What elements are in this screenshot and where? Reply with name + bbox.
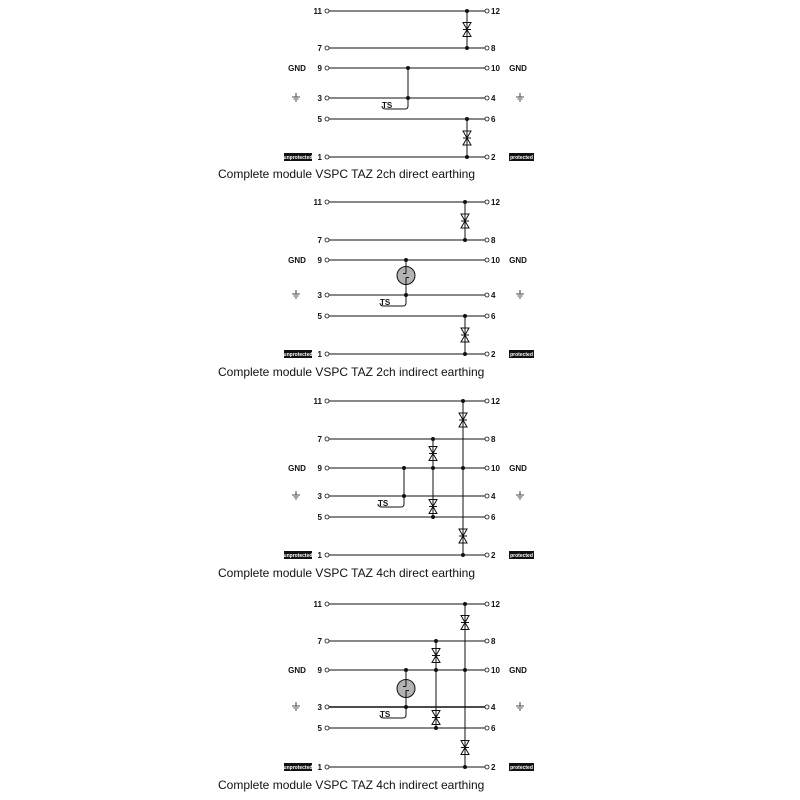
pin-right-2: 2 [491, 551, 496, 560]
junction-dot [431, 515, 435, 519]
ts-label: TS [378, 499, 389, 508]
unprotected-tag: unprotected [283, 553, 313, 559]
junction-dot [431, 466, 435, 470]
pin-left-5: 5 [317, 724, 322, 733]
pin-right-12: 12 [491, 397, 500, 406]
pin-left-5: 5 [317, 513, 322, 522]
junction-dot [463, 765, 467, 769]
junction-dot [461, 399, 465, 403]
junction-dot [404, 668, 408, 672]
terminal [325, 639, 329, 643]
pin-left-7: 7 [317, 44, 322, 53]
pin-left-3: 3 [317, 492, 322, 501]
pin-right-6: 6 [491, 312, 496, 321]
pin-left-9: 9 [317, 256, 322, 265]
protected-tag: protected [510, 155, 533, 161]
earth-icon [292, 290, 300, 298]
gnd-label-left: GND [288, 256, 306, 265]
pin-right-6: 6 [491, 115, 496, 124]
terminal [485, 437, 489, 441]
terminal [485, 9, 489, 13]
junction-dot [461, 466, 465, 470]
module-caption: Complete module VSPC TAZ 2ch indirect earthing [218, 365, 485, 379]
unprotected-tag: unprotected [283, 155, 313, 161]
terminal [325, 238, 329, 242]
pin-right-4: 4 [491, 492, 496, 501]
terminal [485, 155, 489, 159]
terminal [485, 314, 489, 318]
terminal [485, 352, 489, 356]
pin-right-10: 10 [491, 64, 500, 73]
pin-left-1: 1 [317, 153, 322, 162]
pin-left-5: 5 [317, 312, 322, 321]
gnd-label-left: GND [288, 666, 306, 675]
pin-left-9: 9 [317, 464, 322, 473]
pin-right-8: 8 [491, 435, 496, 444]
terminal [485, 602, 489, 606]
terminal [325, 602, 329, 606]
terminal [325, 258, 329, 262]
terminal [485, 705, 489, 709]
earth-icon [516, 491, 524, 499]
terminal [485, 466, 489, 470]
pin-left-11: 11 [313, 397, 322, 406]
terminal [485, 494, 489, 498]
junction-dot [463, 314, 467, 318]
ts-label: TS [380, 710, 391, 719]
junction-dot [402, 466, 406, 470]
pin-right-12: 12 [491, 600, 500, 609]
junction-dot [465, 155, 469, 159]
junction-dot [434, 639, 438, 643]
pin-right-6: 6 [491, 513, 496, 522]
terminal [485, 46, 489, 50]
junction-dot [402, 494, 406, 498]
junction-dot [463, 238, 467, 242]
terminal [325, 96, 329, 100]
terminal [485, 200, 489, 204]
protected-tag: protected [510, 352, 533, 358]
terminal [325, 352, 329, 356]
terminal [325, 117, 329, 121]
junction-dot [431, 437, 435, 441]
circuit-module-1 [218, 7, 534, 181]
pin-left-3: 3 [317, 703, 322, 712]
earth-icon [516, 93, 524, 101]
pin-left-11: 11 [313, 600, 322, 609]
ts-label: TS [380, 298, 391, 307]
ts-label: TS [382, 101, 393, 110]
terminal [325, 437, 329, 441]
junction-dot [465, 46, 469, 50]
pin-right-2: 2 [491, 350, 496, 359]
terminal [325, 155, 329, 159]
terminal [485, 668, 489, 672]
module-caption: Complete module VSPC TAZ 4ch direct earthing [218, 566, 476, 580]
pin-right-4: 4 [491, 94, 496, 103]
terminal [325, 553, 329, 557]
terminal [325, 399, 329, 403]
junction-dot [404, 705, 408, 709]
terminal [485, 553, 489, 557]
pin-left-5: 5 [317, 115, 322, 124]
terminal [325, 293, 329, 297]
pin-right-10: 10 [491, 464, 500, 473]
terminal [325, 668, 329, 672]
pin-right-6: 6 [491, 724, 496, 733]
terminal [325, 466, 329, 470]
terminal [325, 515, 329, 519]
junction-dot [404, 258, 408, 262]
pin-left-11: 11 [313, 198, 322, 207]
pin-left-7: 7 [317, 637, 322, 646]
junction-dot [463, 200, 467, 204]
pin-left-3: 3 [317, 94, 322, 103]
terminal [325, 200, 329, 204]
earth-icon [516, 290, 524, 298]
junction-dot [406, 96, 410, 100]
gnd-label-left: GND [288, 64, 306, 73]
pin-right-8: 8 [491, 236, 496, 245]
pin-right-4: 4 [491, 291, 496, 300]
earth-icon [516, 702, 524, 710]
module-caption: Complete module VSPC TAZ 2ch direct earthing [218, 167, 476, 181]
terminal [485, 639, 489, 643]
terminal [325, 9, 329, 13]
pin-right-10: 10 [491, 666, 500, 675]
pin-left-1: 1 [317, 551, 322, 560]
junction-dot [434, 726, 438, 730]
earth-icon [292, 491, 300, 499]
pin-right-8: 8 [491, 637, 496, 646]
module-caption: Complete module VSPC TAZ 4ch indirect earthing [218, 778, 485, 792]
circuit-module-2 [218, 198, 534, 379]
terminal [485, 117, 489, 121]
gnd-label-right: GND [509, 64, 527, 73]
junction-dot [463, 352, 467, 356]
protected-tag: protected [510, 553, 533, 559]
pin-right-8: 8 [491, 44, 496, 53]
terminal [325, 494, 329, 498]
junction-dot [406, 66, 410, 70]
earth-icon [292, 93, 300, 101]
terminal [485, 238, 489, 242]
terminal [485, 765, 489, 769]
gnd-label-right: GND [509, 666, 527, 675]
pin-left-7: 7 [317, 435, 322, 444]
gnd-label-right: GND [509, 256, 527, 265]
circuit-module-4 [218, 600, 534, 792]
pin-left-9: 9 [317, 64, 322, 73]
pin-right-4: 4 [491, 703, 496, 712]
terminal [325, 314, 329, 318]
pin-left-1: 1 [317, 763, 322, 772]
junction-dot [434, 668, 438, 672]
terminal [485, 96, 489, 100]
pin-right-2: 2 [491, 763, 496, 772]
terminal [485, 293, 489, 297]
gnd-label-right: GND [509, 464, 527, 473]
unprotected-tag: unprotected [283, 352, 313, 358]
gnd-label-left: GND [288, 464, 306, 473]
unprotected-tag: unprotected [283, 765, 313, 771]
pin-left-11: 11 [313, 7, 322, 16]
terminal [325, 705, 329, 709]
pin-left-9: 9 [317, 666, 322, 675]
protected-tag: protected [510, 765, 533, 771]
terminal [485, 399, 489, 403]
junction-dot [465, 117, 469, 121]
terminal [325, 66, 329, 70]
pin-left-3: 3 [317, 291, 322, 300]
pin-left-1: 1 [317, 350, 322, 359]
junction-dot [461, 553, 465, 557]
junction-dot [463, 602, 467, 606]
pin-right-10: 10 [491, 256, 500, 265]
terminal [485, 66, 489, 70]
junction-dot [404, 293, 408, 297]
earth-icon [292, 702, 300, 710]
junction-dot [465, 9, 469, 13]
terminal [325, 726, 329, 730]
circuit-module-3 [218, 397, 534, 580]
pin-left-7: 7 [317, 236, 322, 245]
terminal [485, 726, 489, 730]
junction-dot [463, 668, 467, 672]
pin-right-12: 12 [491, 7, 500, 16]
terminal [325, 46, 329, 50]
terminal [485, 258, 489, 262]
pin-right-12: 12 [491, 198, 500, 207]
pin-right-2: 2 [491, 153, 496, 162]
terminal [325, 765, 329, 769]
terminal [485, 515, 489, 519]
